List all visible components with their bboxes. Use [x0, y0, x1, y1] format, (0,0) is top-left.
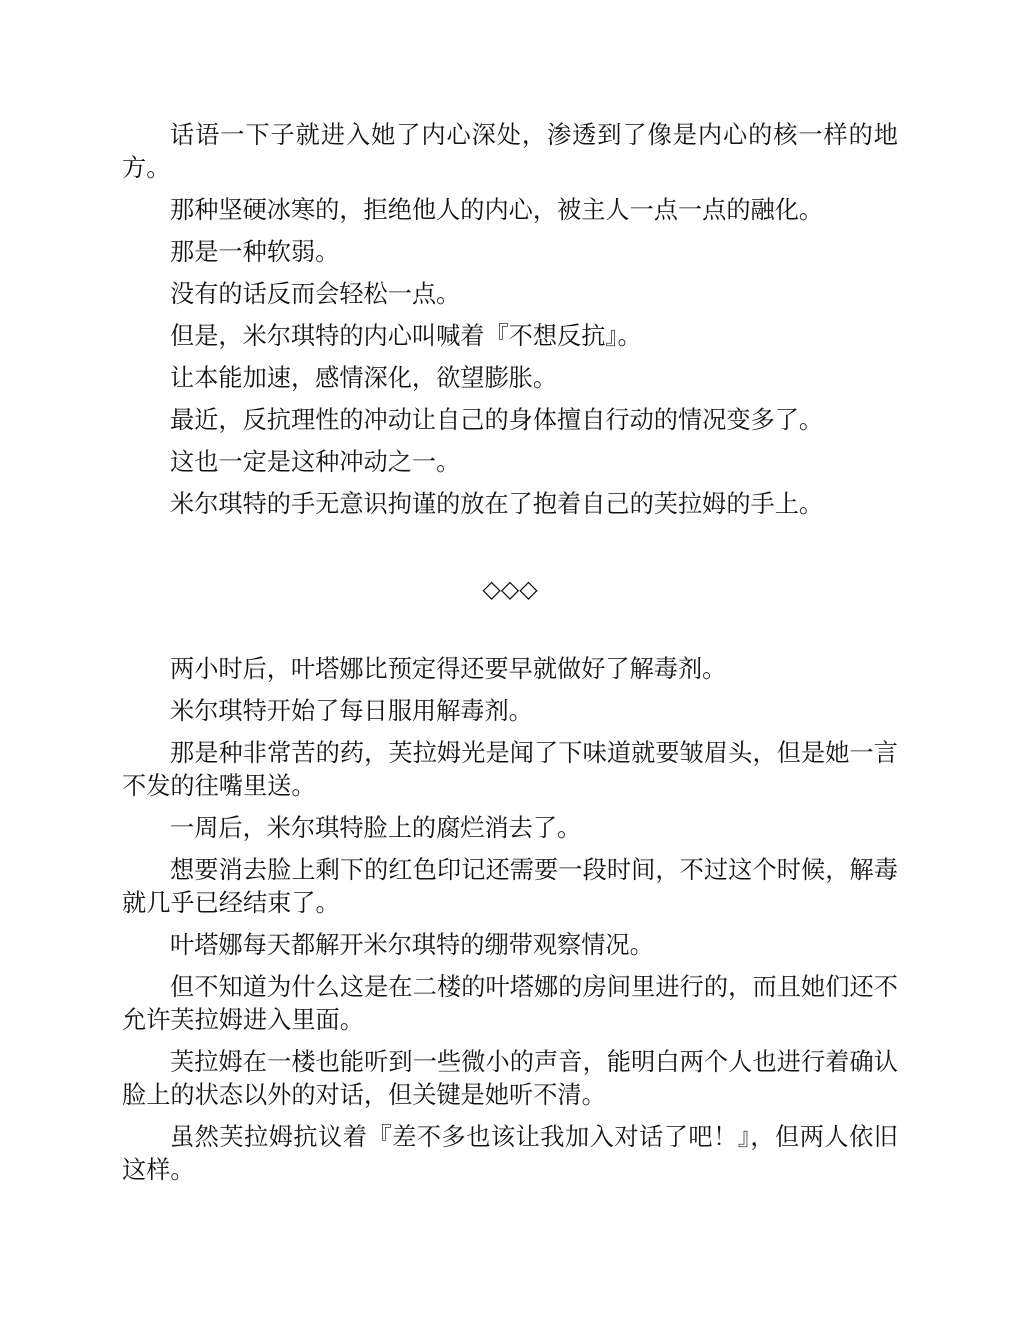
paragraph: 但是，米尔琪特的内心叫喊着『不想反抗』。 [170, 322, 642, 350]
paragraph: 那是一种软弱。 [170, 238, 340, 266]
paragraph: 米尔琪特的手无意识拘谨的放在了抱着自己的芙拉姆的手上。 [170, 490, 824, 518]
paragraph: 最近，反抗理性的冲动让自己的身体擅自行动的情况变多了。 [170, 406, 824, 434]
section-separator: ◇◇◇ [482, 575, 538, 603]
paragraph: 两小时后，叶塔娜比预定得还要早就做好了解毒剂。 [170, 655, 727, 683]
paragraph: 叶塔娜每天都解开米尔琪特的绷带观察情况。 [170, 931, 654, 959]
paragraph: 那种坚硬冰寒的，拒绝他人的内心，被主人一点一点的融化。 [170, 196, 824, 224]
paragraph: 一周后，米尔琪特脸上的腐烂消去了。 [170, 814, 582, 842]
paragraph: 话语一下子就进入她了内心深处，渗透到了像是内心的核一样的地方。 [122, 121, 898, 182]
paragraph: 但不知道为什么这是在二楼的叶塔娜的房间里进行的，而且她们还不允许芙拉姆进入里面。 [122, 973, 898, 1034]
paragraph: 那是种非常苦的药，芙拉姆光是闻了下味道就要皱眉头，但是她一言不发的往嘴里送。 [122, 739, 898, 800]
section-one [122, 119, 898, 530]
paragraph: 让本能加速，感情深化，欲望膨胀。 [170, 364, 558, 392]
paragraph: 米尔琪特开始了每日服用解毒剂。 [170, 697, 533, 725]
paragraph: 没有的话反而会轻松一点。 [170, 280, 461, 308]
paragraph: 芙拉姆在一楼也能听到一些微小的声音，能明白两个人也进行着确认脸上的状态以外的对话，但关键是她听不清。 [122, 1048, 898, 1109]
section-two [122, 653, 898, 1196]
paragraph: 这也一定是这种冲动之一。 [170, 448, 461, 476]
paragraph: 想要消去脸上剩下的红色印记还需要一段时间，不过这个时候，解毒就几乎已经结束了。 [122, 856, 898, 917]
paragraph: 虽然芙拉姆抗议着『差不多也该让我加入对话了吧！』，但两人依旧这样。 [122, 1123, 898, 1184]
